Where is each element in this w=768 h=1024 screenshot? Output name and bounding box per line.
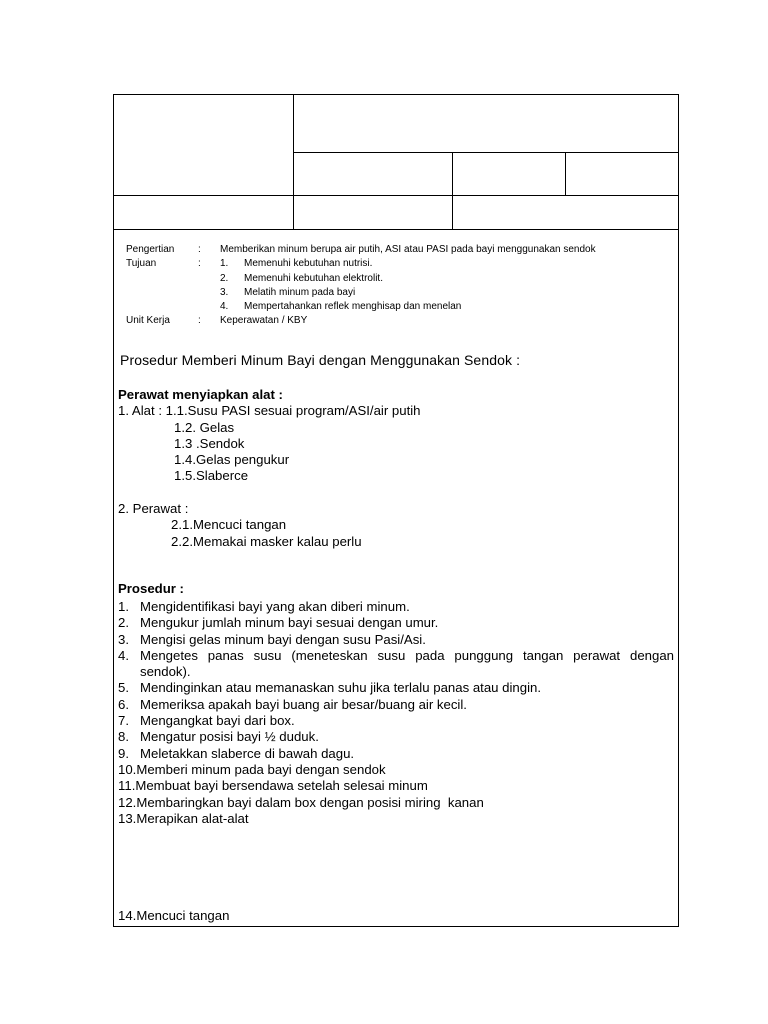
alat-line: 1. Alat : 1.1.Susu PASI sesuai program/ASI/air putih xyxy=(118,403,421,419)
list-item-text: Mengisi gelas minum bayi dengan susu Pasi/Asi. xyxy=(140,631,426,647)
perawat-sub-item: 2.2.Memakai masker kalau perlu xyxy=(171,533,362,549)
perawat-sub-item: 2.1.Mencuci tangan xyxy=(171,517,287,533)
tujuan-row xyxy=(126,286,596,300)
list-item xyxy=(118,648,674,681)
list-item-number: 2. xyxy=(118,615,129,631)
list-item xyxy=(118,778,674,794)
unit-kerja-label: Unit Kerja xyxy=(126,315,170,327)
list-item xyxy=(118,697,674,713)
alat-block xyxy=(118,387,421,485)
tujuan-text: Memenuhi kebutuhan nutrisi. xyxy=(244,258,373,270)
section-title: Prosedur Memberi Minum Bayi dengan Menggunakan Sendok : xyxy=(120,352,521,368)
document-frame xyxy=(113,94,679,927)
alat-sub-item: 1.4.Gelas pengukur xyxy=(174,452,290,468)
list-item-text: Mengangkat bayi dari box. xyxy=(140,713,295,729)
header-divider xyxy=(114,195,678,196)
tujuan-text: Melatih minum pada bayi xyxy=(244,286,356,298)
tujuan-num: 4. xyxy=(220,301,229,313)
list-item-text: Membuat bayi bersendawa setelah selesai minum xyxy=(135,778,428,794)
prosedur-heading: Prosedur : xyxy=(118,581,184,596)
list-item-last: 14.Mencuci tangan xyxy=(118,908,230,923)
colon: : xyxy=(198,258,201,270)
unit-kerja-row xyxy=(126,314,596,328)
header-divider xyxy=(293,152,678,153)
colon: : xyxy=(198,315,201,327)
list-item-number: 5. xyxy=(118,680,129,696)
list-item-text: Mengatur posisi bayi ½ duduk. xyxy=(140,729,319,745)
list-item-text: Meletakkan slaberce di bawah dagu. xyxy=(140,745,355,761)
list-item-text: Mengukur jumlah minum bayi sesuai dengan umur. xyxy=(140,615,439,631)
pengertian-label: Pengertian xyxy=(126,244,175,255)
colon: : xyxy=(198,244,201,255)
alat-sub-item: 1.3 .Sendok xyxy=(174,435,245,451)
alat-heading: Perawat menyiapkan alat : xyxy=(118,387,283,402)
tujuan-label: Tujuan xyxy=(126,258,157,270)
alat-sub-item: 1.2. Gelas xyxy=(174,419,235,435)
list-item-number: 3. xyxy=(118,631,129,647)
list-item-number: 8. xyxy=(118,729,129,745)
tujuan-row xyxy=(126,257,596,271)
tujuan-num: 3. xyxy=(220,286,229,298)
list-item xyxy=(118,680,674,696)
pengertian-row xyxy=(126,243,596,257)
list-item xyxy=(118,599,674,615)
list-item-number: 12. xyxy=(118,794,137,810)
list-item-text: Mendinginkan atau memanaskan suhu jika terlalu panas atau dingin. xyxy=(140,680,542,696)
list-item xyxy=(118,811,674,827)
tujuan-row xyxy=(126,272,596,286)
list-item xyxy=(118,762,674,778)
list-item-number: 1. xyxy=(118,599,129,614)
list-item xyxy=(118,746,674,762)
header-divider xyxy=(565,152,566,195)
list-item xyxy=(118,729,674,745)
list-item-number: 7. xyxy=(118,713,129,729)
list-item-text: Mengetes panas susu (meneteskan susu pada punggung tangan perawat dengan xyxy=(140,647,674,663)
list-item-number: 9. xyxy=(118,745,129,761)
tujuan-text: Mempertahankan reflek menghisap dan menelan xyxy=(244,301,462,313)
perawat-block xyxy=(118,501,362,550)
list-item-number: 4. xyxy=(118,647,129,663)
list-item-text-continued: sendok). xyxy=(140,664,191,680)
list-item-number: 6. xyxy=(118,696,129,712)
prosedur-list xyxy=(118,599,674,827)
header-divider xyxy=(114,229,678,230)
list-item-number: 10. xyxy=(118,761,137,777)
list-item-text: Merapikan alat-alat xyxy=(136,810,249,826)
list-item xyxy=(118,713,674,729)
header-divider xyxy=(293,95,294,230)
list-item-text: Memberi minum pada bayi dengan sendok xyxy=(136,761,386,777)
perawat-line: 2. Perawat : xyxy=(118,501,189,516)
tujuan-num: 2. xyxy=(220,272,229,284)
header-table xyxy=(114,95,678,230)
list-item xyxy=(118,615,674,631)
pengertian-value: Memberikan minum berupa air putih, ASI atau PASI pada bayi menggunakan sendok xyxy=(220,244,596,255)
tujuan-text: Memenuhi kebutuhan elektrolit. xyxy=(244,272,383,284)
list-item xyxy=(118,795,674,811)
meta-block xyxy=(126,243,596,329)
list-item-number: 11. xyxy=(118,778,136,794)
tujuan-row xyxy=(126,300,596,314)
list-item-text: Membaringkan bayi dalam box dengan posisi miring kanan xyxy=(136,794,484,810)
list-item xyxy=(118,632,674,648)
header-divider xyxy=(452,152,453,230)
unit-kerja-value: Keperawatan / KBY xyxy=(220,315,308,327)
tujuan-num: 1. xyxy=(220,258,229,270)
alat-sub-item: 1.5.Slaberce xyxy=(174,468,249,484)
list-item-text: Memeriksa apakah bayi buang air besar/buang air kecil. xyxy=(140,696,467,712)
list-item-text: Mengidentifikasi bayi yang akan diberi minum. xyxy=(140,599,410,614)
list-item-number: 13. xyxy=(118,810,137,826)
